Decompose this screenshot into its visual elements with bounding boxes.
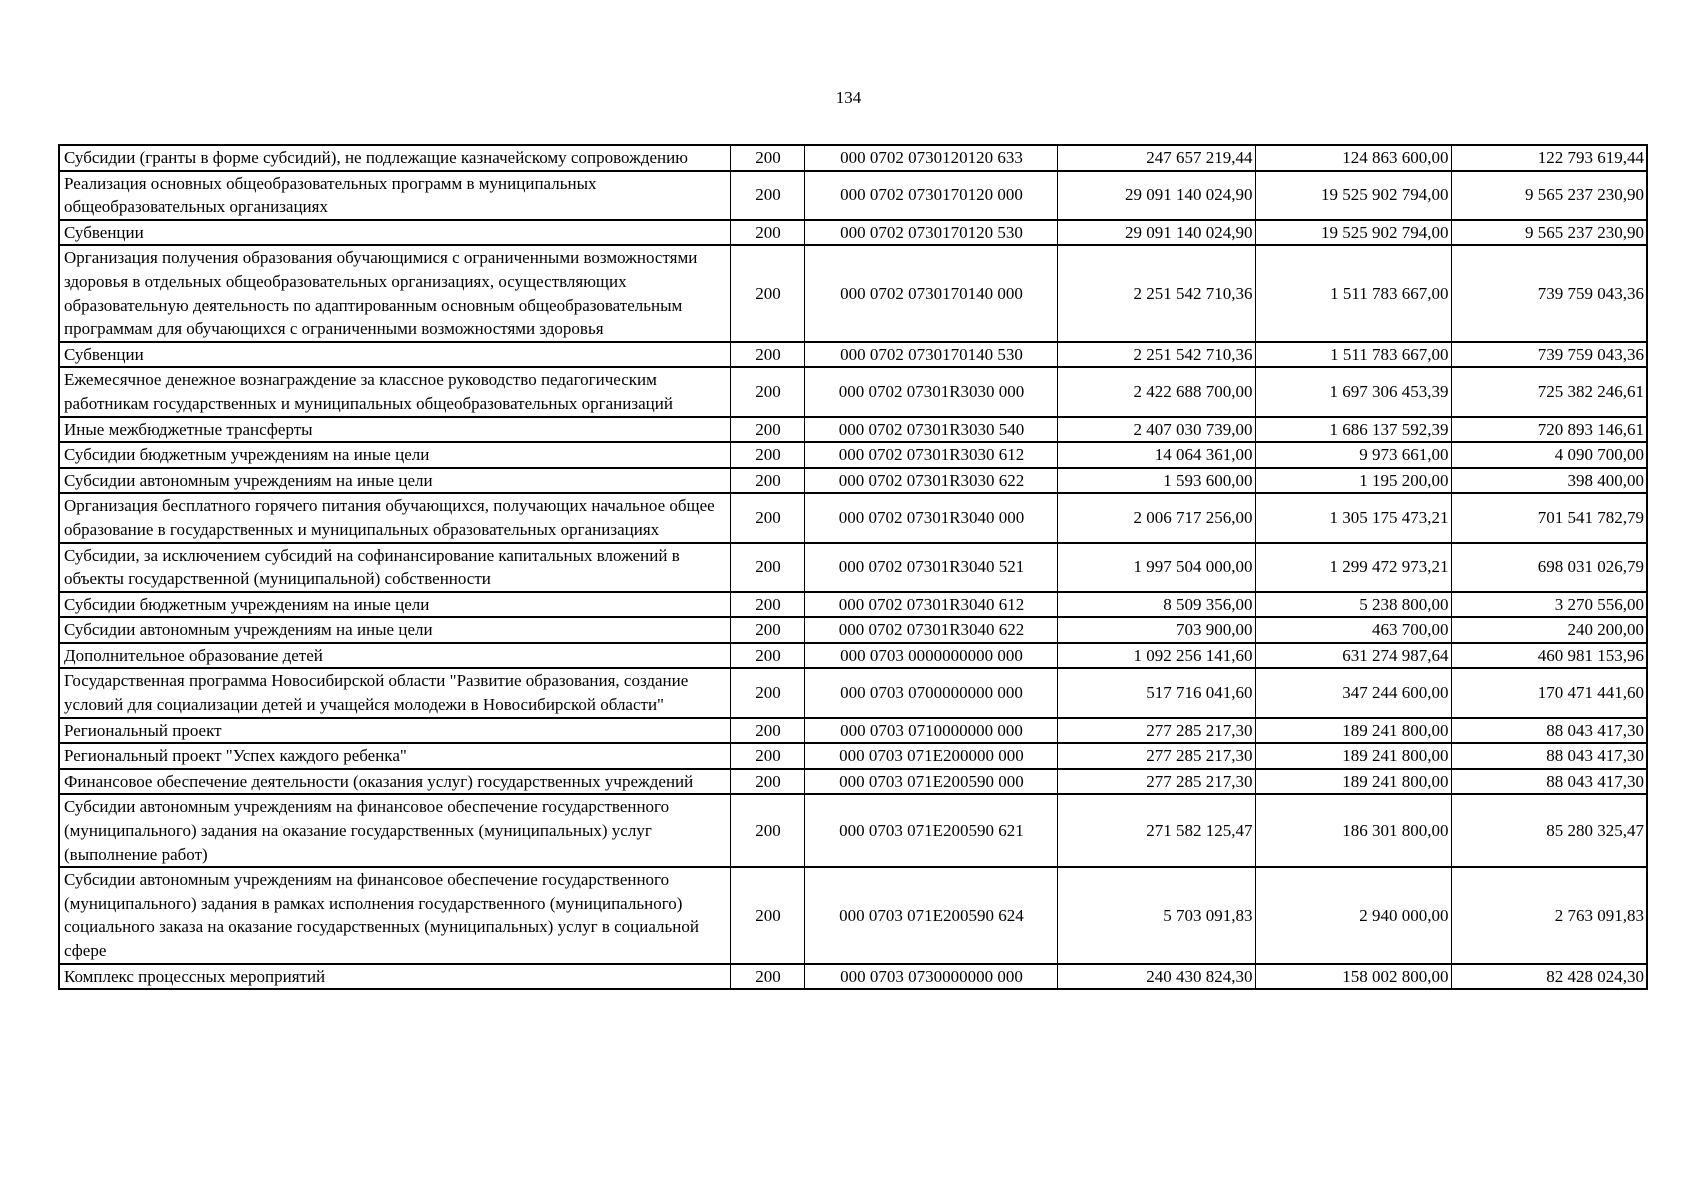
approved-amount-cell: 29 091 140 024,90 xyxy=(1057,220,1255,246)
line-code-cell: 200 xyxy=(730,668,804,717)
line-code-cell: 200 xyxy=(730,718,804,744)
line-code-cell: 200 xyxy=(730,342,804,368)
approved-amount-cell: 271 582 125,47 xyxy=(1057,794,1255,867)
executed-amount-cell: 1 686 137 592,39 xyxy=(1255,417,1451,443)
table-row xyxy=(59,769,1647,795)
executed-amount-cell: 189 241 800,00 xyxy=(1255,769,1451,795)
executed-amount-cell: 2 940 000,00 xyxy=(1255,867,1451,963)
table-row xyxy=(59,220,1647,246)
budget-classification-code-cell: 000 0703 071E200000 000 xyxy=(804,743,1057,769)
approved-amount-cell: 1 593 600,00 xyxy=(1057,468,1255,494)
unexecuted-amount-cell: 9 565 237 230,90 xyxy=(1451,171,1647,220)
line-code-cell: 200 xyxy=(730,171,804,220)
table-row xyxy=(59,468,1647,494)
approved-amount-cell: 2 407 030 739,00 xyxy=(1057,417,1255,443)
budget-classification-code-cell: 000 0703 071E200590 621 xyxy=(804,794,1057,867)
executed-amount-cell: 158 002 800,00 xyxy=(1255,964,1451,990)
executed-amount-cell: 124 863 600,00 xyxy=(1255,145,1451,171)
executed-amount-cell: 1 195 200,00 xyxy=(1255,468,1451,494)
expenditure-name-cell: Финансовое обеспечение деятельности (оказания услуг) государственных учреждений xyxy=(59,769,730,795)
unexecuted-amount-cell: 398 400,00 xyxy=(1451,468,1647,494)
line-code-cell: 200 xyxy=(730,367,804,416)
approved-amount-cell: 277 285 217,30 xyxy=(1057,769,1255,795)
line-code-cell: 200 xyxy=(730,245,804,341)
expenditure-name-cell: Иные межбюджетные трансферты xyxy=(59,417,730,443)
line-code-cell: 200 xyxy=(730,468,804,494)
approved-amount-cell: 14 064 361,00 xyxy=(1057,442,1255,468)
unexecuted-amount-cell: 720 893 146,61 xyxy=(1451,417,1647,443)
executed-amount-cell: 19 525 902 794,00 xyxy=(1255,220,1451,246)
table-row xyxy=(59,543,1647,592)
executed-amount-cell: 463 700,00 xyxy=(1255,617,1451,643)
table-row xyxy=(59,867,1647,963)
expenditure-name-cell: Субсидии, за исключением субсидий на софинансирование капитальных вложений в объекты государственной (муниципальной) собственности xyxy=(59,543,730,592)
budget-classification-code-cell: 000 0702 07301R3040 622 xyxy=(804,617,1057,643)
approved-amount-cell: 2 006 717 256,00 xyxy=(1057,493,1255,542)
line-code-cell: 200 xyxy=(730,867,804,963)
table-row xyxy=(59,245,1647,341)
expenditure-name-cell: Субсидии (гранты в форме субсидий), не подлежащие казначейскому сопровождению xyxy=(59,145,730,171)
executed-amount-cell: 186 301 800,00 xyxy=(1255,794,1451,867)
table-row xyxy=(59,417,1647,443)
line-code-cell: 200 xyxy=(730,964,804,990)
unexecuted-amount-cell: 739 759 043,36 xyxy=(1451,342,1647,368)
unexecuted-amount-cell: 88 043 417,30 xyxy=(1451,718,1647,744)
unexecuted-amount-cell: 460 981 153,96 xyxy=(1451,643,1647,669)
budget-classification-code-cell: 000 0702 07301R3030 612 xyxy=(804,442,1057,468)
unexecuted-amount-cell: 85 280 325,47 xyxy=(1451,794,1647,867)
expenditure-name-cell: Субсидии бюджетным учреждениям на иные цели xyxy=(59,592,730,618)
expenditure-name-cell: Ежемесячное денежное вознаграждение за классное руководство педагогическим работникам государственных и муниципальных общеобразовательных организаций xyxy=(59,367,730,416)
approved-amount-cell: 277 285 217,30 xyxy=(1057,718,1255,744)
budget-classification-code-cell: 000 0702 0730170140 000 xyxy=(804,245,1057,341)
table-row xyxy=(59,592,1647,618)
executed-amount-cell: 631 274 987,64 xyxy=(1255,643,1451,669)
approved-amount-cell: 517 716 041,60 xyxy=(1057,668,1255,717)
table-row xyxy=(59,668,1647,717)
executed-amount-cell: 1 511 783 667,00 xyxy=(1255,245,1451,341)
expenditure-name-cell: Субсидии бюджетным учреждениям на иные цели xyxy=(59,442,730,468)
budget-classification-code-cell: 000 0702 0730120120 633 xyxy=(804,145,1057,171)
approved-amount-cell: 277 285 217,30 xyxy=(1057,743,1255,769)
unexecuted-amount-cell: 701 541 782,79 xyxy=(1451,493,1647,542)
approved-amount-cell: 2 251 542 710,36 xyxy=(1057,342,1255,368)
unexecuted-amount-cell: 88 043 417,30 xyxy=(1451,769,1647,795)
expenditure-name-cell: Субсидии автономным учреждениям на финансовое обеспечение государственного (муниципального) задания на оказание государственных (муниципальных) услуг (выполнение работ) xyxy=(59,794,730,867)
budget-classification-code-cell: 000 0702 0730170120 530 xyxy=(804,220,1057,246)
unexecuted-amount-cell: 739 759 043,36 xyxy=(1451,245,1647,341)
line-code-cell: 200 xyxy=(730,769,804,795)
approved-amount-cell: 703 900,00 xyxy=(1057,617,1255,643)
budget-classification-code-cell: 000 0703 071E200590 624 xyxy=(804,867,1057,963)
budget-classification-code-cell: 000 0702 07301R3030 622 xyxy=(804,468,1057,494)
executed-amount-cell: 1 697 306 453,39 xyxy=(1255,367,1451,416)
executed-amount-cell: 1 299 472 973,21 xyxy=(1255,543,1451,592)
line-code-cell: 200 xyxy=(730,794,804,867)
unexecuted-amount-cell: 698 031 026,79 xyxy=(1451,543,1647,592)
approved-amount-cell: 29 091 140 024,90 xyxy=(1057,171,1255,220)
unexecuted-amount-cell: 9 565 237 230,90 xyxy=(1451,220,1647,246)
expenditure-name-cell: Реализация основных общеобразовательных программ в муниципальных общеобразовательных организациях xyxy=(59,171,730,220)
approved-amount-cell: 8 509 356,00 xyxy=(1057,592,1255,618)
budget-classification-code-cell: 000 0703 071E200590 000 xyxy=(804,769,1057,795)
unexecuted-amount-cell: 725 382 246,61 xyxy=(1451,367,1647,416)
table-row xyxy=(59,718,1647,744)
page-number: 134 xyxy=(835,88,862,107)
line-code-cell: 200 xyxy=(730,442,804,468)
expenditure-name-cell: Государственная программа Новосибирской области "Развитие образования, создание условий для социализации детей и учащейся молодежи в Новосибирской области" xyxy=(59,668,730,717)
executed-amount-cell: 1 511 783 667,00 xyxy=(1255,342,1451,368)
budget-classification-code-cell: 000 0702 07301R3040 521 xyxy=(804,543,1057,592)
approved-amount-cell: 5 703 091,83 xyxy=(1057,867,1255,963)
expenditure-name-cell: Комплекс процессных мероприятий xyxy=(59,964,730,990)
expenditure-name-cell: Региональный проект "Успех каждого ребенка" xyxy=(59,743,730,769)
budget-execution-table xyxy=(58,144,1648,990)
approved-amount-cell: 247 657 219,44 xyxy=(1057,145,1255,171)
unexecuted-amount-cell: 2 763 091,83 xyxy=(1451,867,1647,963)
approved-amount-cell: 240 430 824,30 xyxy=(1057,964,1255,990)
budget-classification-code-cell: 000 0703 0700000000 000 xyxy=(804,668,1057,717)
expenditure-name-cell: Субсидии автономным учреждениям на иные цели xyxy=(59,617,730,643)
table-row xyxy=(59,617,1647,643)
table-row xyxy=(59,493,1647,542)
executed-amount-cell: 19 525 902 794,00 xyxy=(1255,171,1451,220)
table-row xyxy=(59,964,1647,990)
expenditure-name-cell: Региональный проект xyxy=(59,718,730,744)
budget-classification-code-cell: 000 0703 0000000000 000 xyxy=(804,643,1057,669)
line-code-cell: 200 xyxy=(730,592,804,618)
approved-amount-cell: 2 251 542 710,36 xyxy=(1057,245,1255,341)
unexecuted-amount-cell: 3 270 556,00 xyxy=(1451,592,1647,618)
line-code-cell: 200 xyxy=(730,643,804,669)
executed-amount-cell: 189 241 800,00 xyxy=(1255,743,1451,769)
budget-classification-code-cell: 000 0702 0730170140 530 xyxy=(804,342,1057,368)
table-row xyxy=(59,794,1647,867)
table-row xyxy=(59,442,1647,468)
expenditure-name-cell: Организация бесплатного горячего питания обучающихся, получающих начальное общее образование в государственных и муниципальных образовательных организациях xyxy=(59,493,730,542)
executed-amount-cell: 189 241 800,00 xyxy=(1255,718,1451,744)
table-row xyxy=(59,643,1647,669)
table-row xyxy=(59,171,1647,220)
unexecuted-amount-cell: 240 200,00 xyxy=(1451,617,1647,643)
unexecuted-amount-cell: 4 090 700,00 xyxy=(1451,442,1647,468)
line-code-cell: 200 xyxy=(730,493,804,542)
line-code-cell: 200 xyxy=(730,145,804,171)
expenditure-name-cell: Субсидии автономным учреждениям на финансовое обеспечение государственного (муниципального) задания в рамках исполнения государственного (муниципального) социального заказа на оказание государственных (муниципальных) услуг в социальной сфере xyxy=(59,867,730,963)
budget-classification-code-cell: 000 0702 07301R3030 540 xyxy=(804,417,1057,443)
executed-amount-cell: 9 973 661,00 xyxy=(1255,442,1451,468)
unexecuted-amount-cell: 88 043 417,30 xyxy=(1451,743,1647,769)
unexecuted-amount-cell: 82 428 024,30 xyxy=(1451,964,1647,990)
budget-classification-code-cell: 000 0702 07301R3040 612 xyxy=(804,592,1057,618)
expenditure-name-cell: Субвенции xyxy=(59,220,730,246)
expenditure-name-cell: Организация получения образования обучающимися с ограниченными возможностями здоровья в отдельных общеобразовательных организациях, осуществляющих образовательную деятельность по адаптированным основным общеобразовательным программам для обучающихся с ограниченными возможностями здоровья xyxy=(59,245,730,341)
line-code-cell: 200 xyxy=(730,417,804,443)
approved-amount-cell: 1 092 256 141,60 xyxy=(1057,643,1255,669)
budget-classification-code-cell: 000 0703 0730000000 000 xyxy=(804,964,1057,990)
unexecuted-amount-cell: 170 471 441,60 xyxy=(1451,668,1647,717)
line-code-cell: 200 xyxy=(730,617,804,643)
table-row xyxy=(59,145,1647,171)
executed-amount-cell: 5 238 800,00 xyxy=(1255,592,1451,618)
executed-amount-cell: 347 244 600,00 xyxy=(1255,668,1451,717)
executed-amount-cell: 1 305 175 473,21 xyxy=(1255,493,1451,542)
table-row xyxy=(59,342,1647,368)
line-code-cell: 200 xyxy=(730,743,804,769)
approved-amount-cell: 1 997 504 000,00 xyxy=(1057,543,1255,592)
budget-classification-code-cell: 000 0702 07301R3030 000 xyxy=(804,367,1057,416)
expenditure-name-cell: Субвенции xyxy=(59,342,730,368)
line-code-cell: 200 xyxy=(730,220,804,246)
approved-amount-cell: 2 422 688 700,00 xyxy=(1057,367,1255,416)
budget-classification-code-cell: 000 0702 0730170120 000 xyxy=(804,171,1057,220)
budget-classification-code-cell: 000 0702 07301R3040 000 xyxy=(804,493,1057,542)
table-row xyxy=(59,743,1647,769)
budget-classification-code-cell: 000 0703 0710000000 000 xyxy=(804,718,1057,744)
table-row xyxy=(59,367,1647,416)
line-code-cell: 200 xyxy=(730,543,804,592)
expenditure-name-cell: Дополнительное образование детей xyxy=(59,643,730,669)
unexecuted-amount-cell: 122 793 619,44 xyxy=(1451,145,1647,171)
expenditure-name-cell: Субсидии автономным учреждениям на иные цели xyxy=(59,468,730,494)
